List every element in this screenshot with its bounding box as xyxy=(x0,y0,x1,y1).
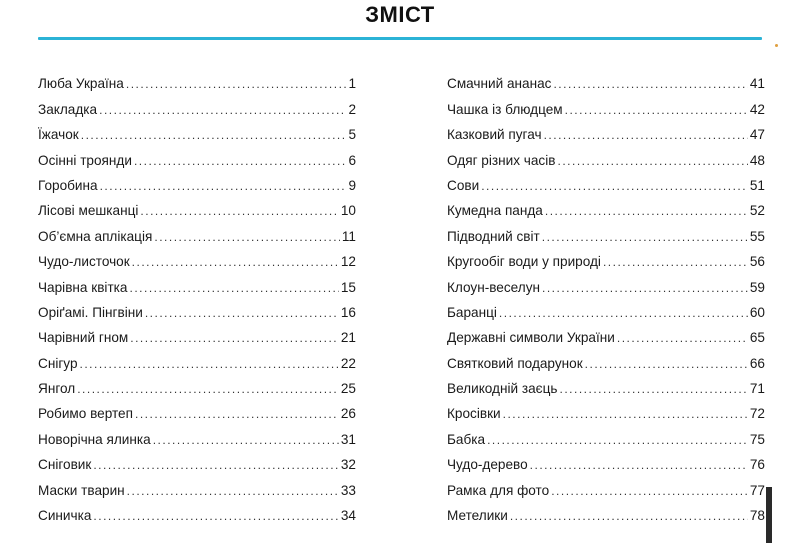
contents-entry xyxy=(38,295,356,320)
contents-entry xyxy=(447,66,765,91)
entry-title: Державні символи України xyxy=(447,330,615,346)
dot-leader xyxy=(551,484,748,498)
entry-title: Янгол xyxy=(38,381,76,397)
entry-page-number: 78 xyxy=(749,508,765,524)
entry-title: Новорічна ялинка xyxy=(38,431,151,447)
contents-entry xyxy=(447,269,765,294)
print-speck xyxy=(775,44,778,47)
entry-title: Рамка для фото xyxy=(447,482,550,498)
dot-leader xyxy=(487,433,748,447)
contents-entry xyxy=(38,269,356,294)
entry-title: Чарівна квітка xyxy=(38,279,128,295)
dot-leader xyxy=(135,407,339,421)
dot-leader xyxy=(603,255,748,269)
entry-title: Метелики xyxy=(447,508,508,524)
entry-page-number: 59 xyxy=(749,279,765,295)
contents-entry xyxy=(38,117,356,142)
contents-entry xyxy=(38,168,356,193)
contents-entry xyxy=(447,244,765,269)
entry-page-number: 47 xyxy=(749,127,765,143)
contents-entry xyxy=(38,244,356,269)
dot-leader xyxy=(530,458,748,472)
title-underline xyxy=(38,37,762,40)
dot-leader xyxy=(153,433,339,447)
entry-title: Підводний світ xyxy=(447,228,540,244)
dot-leader xyxy=(499,306,748,320)
dot-leader xyxy=(100,179,347,193)
entry-page-number: 75 xyxy=(749,431,765,447)
entry-title: Клоун-веселун xyxy=(447,279,541,295)
dot-leader xyxy=(557,154,747,168)
entry-title: Кросівки xyxy=(447,406,501,422)
dot-leader xyxy=(560,382,748,396)
entry-page-number: 15 xyxy=(340,279,356,295)
entry-title: Люба Україна xyxy=(38,76,124,92)
contents-entry xyxy=(447,498,765,523)
contents-entry xyxy=(447,295,765,320)
contents-entry xyxy=(38,218,356,243)
dot-leader xyxy=(127,484,339,498)
entry-title: Снігур xyxy=(38,355,78,371)
contents-entry xyxy=(447,371,765,396)
entry-page-number: 21 xyxy=(340,330,356,346)
entry-title: Синичка xyxy=(38,508,92,524)
entry-page-number: 12 xyxy=(340,254,356,270)
contents-entry xyxy=(447,91,765,116)
dot-leader xyxy=(145,306,339,320)
entry-title: Смачний ананас xyxy=(447,76,552,92)
dot-leader xyxy=(77,382,339,396)
entry-page-number: 16 xyxy=(340,304,356,320)
contents-entry xyxy=(447,421,765,446)
entry-title: Кругообіг води у природі xyxy=(447,254,601,270)
entry-title: Одяг різних часів xyxy=(447,152,556,168)
dot-leader xyxy=(585,357,748,371)
entry-title: Сніговик xyxy=(38,457,92,473)
dot-leader xyxy=(130,331,339,345)
entry-title: Робимо вертеп xyxy=(38,406,133,422)
contents-entry xyxy=(38,447,356,472)
entry-page-number: 6 xyxy=(348,152,356,168)
entry-page-number: 2 xyxy=(348,101,356,117)
dot-leader xyxy=(93,458,339,472)
entry-title: Казковий пугач xyxy=(447,127,542,143)
entry-page-number: 65 xyxy=(749,330,765,346)
dot-leader xyxy=(154,230,340,244)
dot-leader xyxy=(126,77,347,91)
entry-title: Осінні троянди xyxy=(38,152,132,168)
entry-page-number: 5 xyxy=(348,127,356,143)
entry-page-number: 48 xyxy=(749,152,765,168)
dot-leader xyxy=(134,154,346,168)
dot-leader xyxy=(130,281,339,295)
entry-title: Великодній заєць xyxy=(447,381,558,397)
entry-title: Їжачок xyxy=(38,127,79,143)
contents-entry xyxy=(38,371,356,396)
dot-leader xyxy=(99,103,346,117)
entry-title: Горобина xyxy=(38,177,98,193)
entry-page-number: 10 xyxy=(340,203,356,219)
contents-entry xyxy=(447,396,765,421)
entry-page-number: 9 xyxy=(348,177,356,193)
entry-title: Баранці xyxy=(447,304,497,320)
entry-title: Чарівний гном xyxy=(38,330,129,346)
entry-page-number: 33 xyxy=(340,482,356,498)
entry-title: Чашка із блюдцем xyxy=(447,101,563,117)
entry-page-number: 51 xyxy=(749,177,765,193)
contents-entry xyxy=(38,396,356,421)
contents-entry xyxy=(38,66,356,91)
dot-leader xyxy=(81,128,347,142)
entry-page-number: 77 xyxy=(749,482,765,498)
contents-entry xyxy=(447,345,765,370)
entry-title: Бабка xyxy=(447,431,486,447)
contents-entry xyxy=(447,168,765,193)
contents-entry xyxy=(38,472,356,497)
contents-entry xyxy=(447,472,765,497)
entry-page-number: 66 xyxy=(749,355,765,371)
contents-entry xyxy=(447,117,765,142)
entry-title: Закладка xyxy=(38,101,98,117)
dot-leader xyxy=(545,204,748,218)
entry-title: Маски тварин xyxy=(38,482,125,498)
dot-leader xyxy=(617,331,748,345)
entry-title: Чудо-дерево xyxy=(447,457,528,473)
entry-page-number: 56 xyxy=(749,254,765,270)
contents-entry xyxy=(38,421,356,446)
contents-entry xyxy=(38,498,356,523)
edge-bar xyxy=(766,487,772,543)
entry-title: Об’ємна аплікація xyxy=(38,228,153,244)
contents-column-right xyxy=(447,66,765,523)
dot-leader xyxy=(80,357,339,371)
entry-page-number: 1 xyxy=(348,76,356,92)
entry-title: Святковий подарунок xyxy=(447,355,583,371)
dot-leader xyxy=(93,509,338,523)
dot-leader xyxy=(553,77,747,91)
entry-page-number: 11 xyxy=(341,228,356,244)
dot-leader xyxy=(481,179,748,193)
dot-leader xyxy=(542,281,748,295)
contents-entry xyxy=(38,142,356,167)
contents-entry xyxy=(38,345,356,370)
dot-leader xyxy=(503,407,748,421)
entry-title: Лісові мешканці xyxy=(38,203,139,219)
entry-title: Чудо-листочок xyxy=(38,254,130,270)
entry-page-number: 41 xyxy=(749,76,765,92)
entry-page-number: 26 xyxy=(340,406,356,422)
contents-entry xyxy=(447,193,765,218)
entry-title: Оріґамі. Пінгвіни xyxy=(38,304,143,320)
entry-title: Сови xyxy=(447,177,480,193)
entry-page-number: 25 xyxy=(340,381,356,397)
entry-page-number: 72 xyxy=(749,406,765,422)
dot-leader xyxy=(544,128,748,142)
entry-page-number: 52 xyxy=(749,203,765,219)
dot-leader xyxy=(132,255,339,269)
dot-leader xyxy=(140,204,338,218)
entry-page-number: 71 xyxy=(749,381,765,397)
dot-leader xyxy=(510,509,748,523)
entry-page-number: 31 xyxy=(340,431,356,447)
entry-page-number: 34 xyxy=(340,508,356,524)
contents-entry xyxy=(38,91,356,116)
contents-entry xyxy=(38,193,356,218)
entry-page-number: 42 xyxy=(749,101,765,117)
entry-page-number: 32 xyxy=(340,457,356,473)
contents-entry xyxy=(38,320,356,345)
entry-page-number: 60 xyxy=(749,304,765,320)
entry-title: Кумедна панда xyxy=(447,203,543,219)
dot-leader xyxy=(542,230,748,244)
entry-page-number: 55 xyxy=(749,228,765,244)
contents-entry xyxy=(447,320,765,345)
entry-page-number: 76 xyxy=(749,457,765,473)
dot-leader xyxy=(565,103,748,117)
entry-page-number: 22 xyxy=(340,355,356,371)
page-title: ЗМІСТ xyxy=(365,2,435,27)
contents-entry xyxy=(447,447,765,472)
contents-column-left xyxy=(38,66,356,523)
contents-entry xyxy=(447,142,765,167)
contents-entry xyxy=(447,218,765,243)
